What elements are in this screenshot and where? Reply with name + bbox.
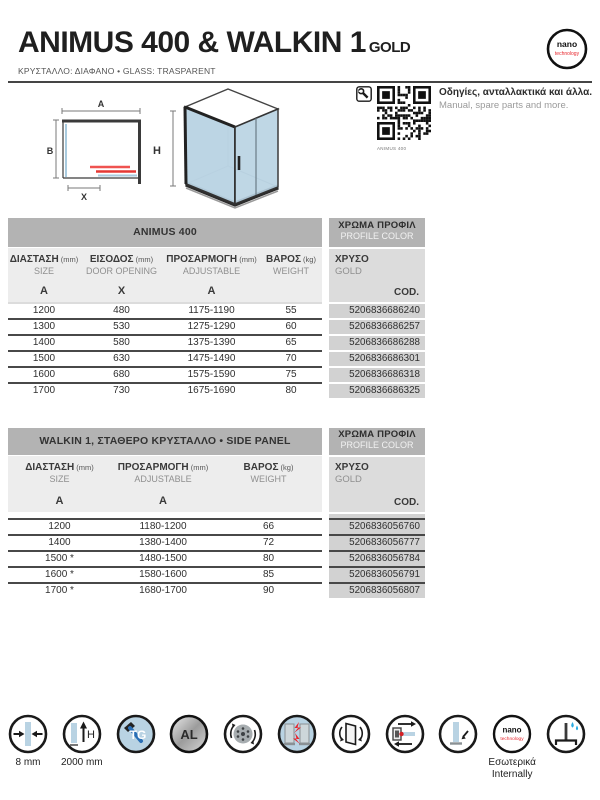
table-title: WALKIN 1, ΣΤΑΘΕΡΟ ΚΡΥΣΤΑΛΛΟ • SIDE PANEL [8,428,322,455]
size-table-main [8,218,322,398]
product-finish: GOLD [368,39,411,56]
qr-code [377,86,431,151]
code-cells [329,302,425,398]
table-header [8,248,322,302]
product-code: 5206836056760 [329,518,425,534]
table-cell: 480 [113,305,130,316]
product-code: 5206836686240 [329,302,425,318]
cod-label: COD. [394,287,419,298]
table-cell: 60 [285,321,297,332]
size-table-main [8,428,322,598]
wrench-icon [356,86,372,102]
svg-text:X: X [80,192,88,202]
product-code: 5206836686325 [329,382,425,398]
profile-color-header: ΧΡΩΜΑ ΠΡΟΦΙΛ PROFILE COLOR [329,428,425,455]
table-row [8,382,322,398]
table-cell: 1675-1690 [187,385,236,396]
table-body [8,518,322,598]
table-cell: 1180-1200 [139,521,187,532]
glass-thickness-icon [8,714,48,768]
magnetic-closure-icon [277,714,317,754]
table-cell: 1575-1590 [187,369,236,380]
table-row [8,350,322,366]
svg-text:B: B [46,146,54,156]
size-table-animus-400 [8,218,425,398]
manual-text-en: Manual, spare parts and more. [439,100,569,111]
table-cell: 55 [285,305,297,316]
glass-panel-install-icon [438,714,478,754]
table-row [8,318,322,334]
table-cell: 1375-1390 [187,337,236,348]
table-cell: 1200 [48,521,71,532]
svg-text:nano: nano [502,725,522,735]
color-name-block: ΧΡΥΣΟ GOLD COD. [329,457,425,512]
table-cell: 1680-1700 [139,585,187,596]
table-cell: 90 [262,585,275,596]
table-cell: 80 [285,385,297,396]
product-code: 5206836056791 [329,566,425,582]
table-cell: 80 [262,553,275,564]
table-row [8,518,322,534]
table-cell: 1500 * [45,553,74,564]
svg-text:H: H [153,145,161,157]
column-header: ΔΙΑΣΤΑΣΗ (mm) SIZE A [9,254,79,297]
column-header: ΠΡΟΣΑΡΜΟΓΗ (mm) ADJUSTABLE A [117,462,209,507]
product-code: 5206836686318 [329,366,425,382]
height-label: 2000 mm [60,757,103,768]
table-body [8,302,322,398]
page-title [8,26,592,65]
svg-text:A: A [97,99,105,109]
size-table-walkin-1 [8,428,425,598]
reversible-door-icon [331,714,371,754]
table-row [8,302,322,318]
table-cell: 65 [285,337,297,348]
table-cell: 630 [113,353,130,364]
aluminum-icon [169,714,209,754]
table-cell: 1300 [32,321,56,332]
column-header: ΒΑΡΟΣ (kg) WEIGHT [266,254,316,276]
svg-text:H: H [86,729,95,741]
qr-caption: ANIMUS 400 [377,146,407,151]
table-cell: 1700 * [45,585,74,596]
table-row [8,582,322,598]
technical-drawings [0,82,600,218]
table-row [8,334,322,350]
table-cell: 1200 [32,305,56,316]
table-row [8,534,322,550]
squeegee-water-icon [546,714,586,754]
table-cell: 72 [262,537,275,548]
internally-label: Εσωτερικά Internally [488,757,536,780]
code-cells [329,514,425,598]
tempered-glass-icon [116,714,156,754]
column-header: ΠΡΟΣΑΡΜΟΓΗ (mm) ADJUSTABLE A [166,254,257,297]
table-cell: 85 [262,569,275,580]
table-cell: 1700 [32,385,56,396]
table-row [8,566,322,582]
svg-text:TG: TG [129,728,146,742]
table-cell: 1400 [32,337,56,348]
svg-text:nano: nano [556,39,578,49]
manual-text-gr: Οδηγίες, ανταλλακτικά και άλλα. [439,87,592,98]
table-header [8,456,322,512]
product-code: 5206836056784 [329,550,425,566]
product-name: ANIMUS 400 & WALKIN 1 [18,26,366,59]
product-code: 5206836686288 [329,334,425,350]
table-cell: 730 [113,385,130,396]
svg-text:technology: technology [500,737,524,742]
table-cell: 1380-1400 [139,537,187,548]
column-header: ΒΑΡΟΣ (kg) WEIGHT [243,462,294,484]
rollers-icon [223,714,263,754]
svg-text:technology: technology [554,51,580,57]
table-cell: 1600 * [45,569,74,580]
table-cell: 1175-1190 [188,305,235,316]
isometric-drawing [143,84,303,214]
svg-text:AL: AL [180,727,199,742]
column-header: ΕΙΣΟΔΟΣ (mm) DOOR OPENING X [85,254,157,297]
table-title: ANIMUS 400 [8,218,322,247]
table-cell: 1500 [32,353,56,364]
product-code: 5206836056777 [329,534,425,550]
column-header: ΔΙΑΣΤΑΣΗ (mm) SIZE A [25,462,94,507]
profile-color-column [329,218,425,398]
profile-color-header: ΧΡΩΜΑ ΠΡΟΦΙΛ PROFILE COLOR [329,218,425,247]
table-cell: 530 [113,321,130,332]
product-code: 5206836686301 [329,350,425,366]
feature-icons-row [8,714,586,780]
manual-text [439,86,592,146]
table-cell: 580 [113,337,130,348]
table-cell: 1400 [48,537,71,548]
glass-type-subtitle: ΚΡΥΣΤΑΛΛΟ: ΔΙΑΦΑΝΟ • GLASS: TRASPARENT [18,66,216,76]
nano-technology-icon [488,714,536,780]
table-cell: 1275-1290 [187,321,236,332]
table-cell: 70 [285,353,297,364]
product-code: 5206836686257 [329,318,425,334]
glass-thickness-label: 8 mm [15,757,41,768]
table-cell: 75 [285,369,297,380]
adjustable-profile-icon [385,714,425,754]
height-icon [60,714,103,768]
table-cell: 1600 [32,369,56,380]
profile-color-column [329,428,425,598]
table-row [8,550,322,566]
product-code: 5206836056807 [329,582,425,598]
manual-qr-block [356,86,592,151]
page-header [8,26,592,83]
table-cell: 1475-1490 [187,353,236,364]
table-cell: 680 [113,369,130,380]
table-cell: 1580-1600 [139,569,187,580]
color-name-block: ΧΡΥΣΟ GOLD COD. [329,249,425,302]
table-cell: 66 [262,521,275,532]
nano-technology-logo-icon [546,28,588,70]
cod-label: COD. [394,497,419,508]
table-row [8,366,322,382]
table-cell: 1480-1500 [139,553,187,564]
